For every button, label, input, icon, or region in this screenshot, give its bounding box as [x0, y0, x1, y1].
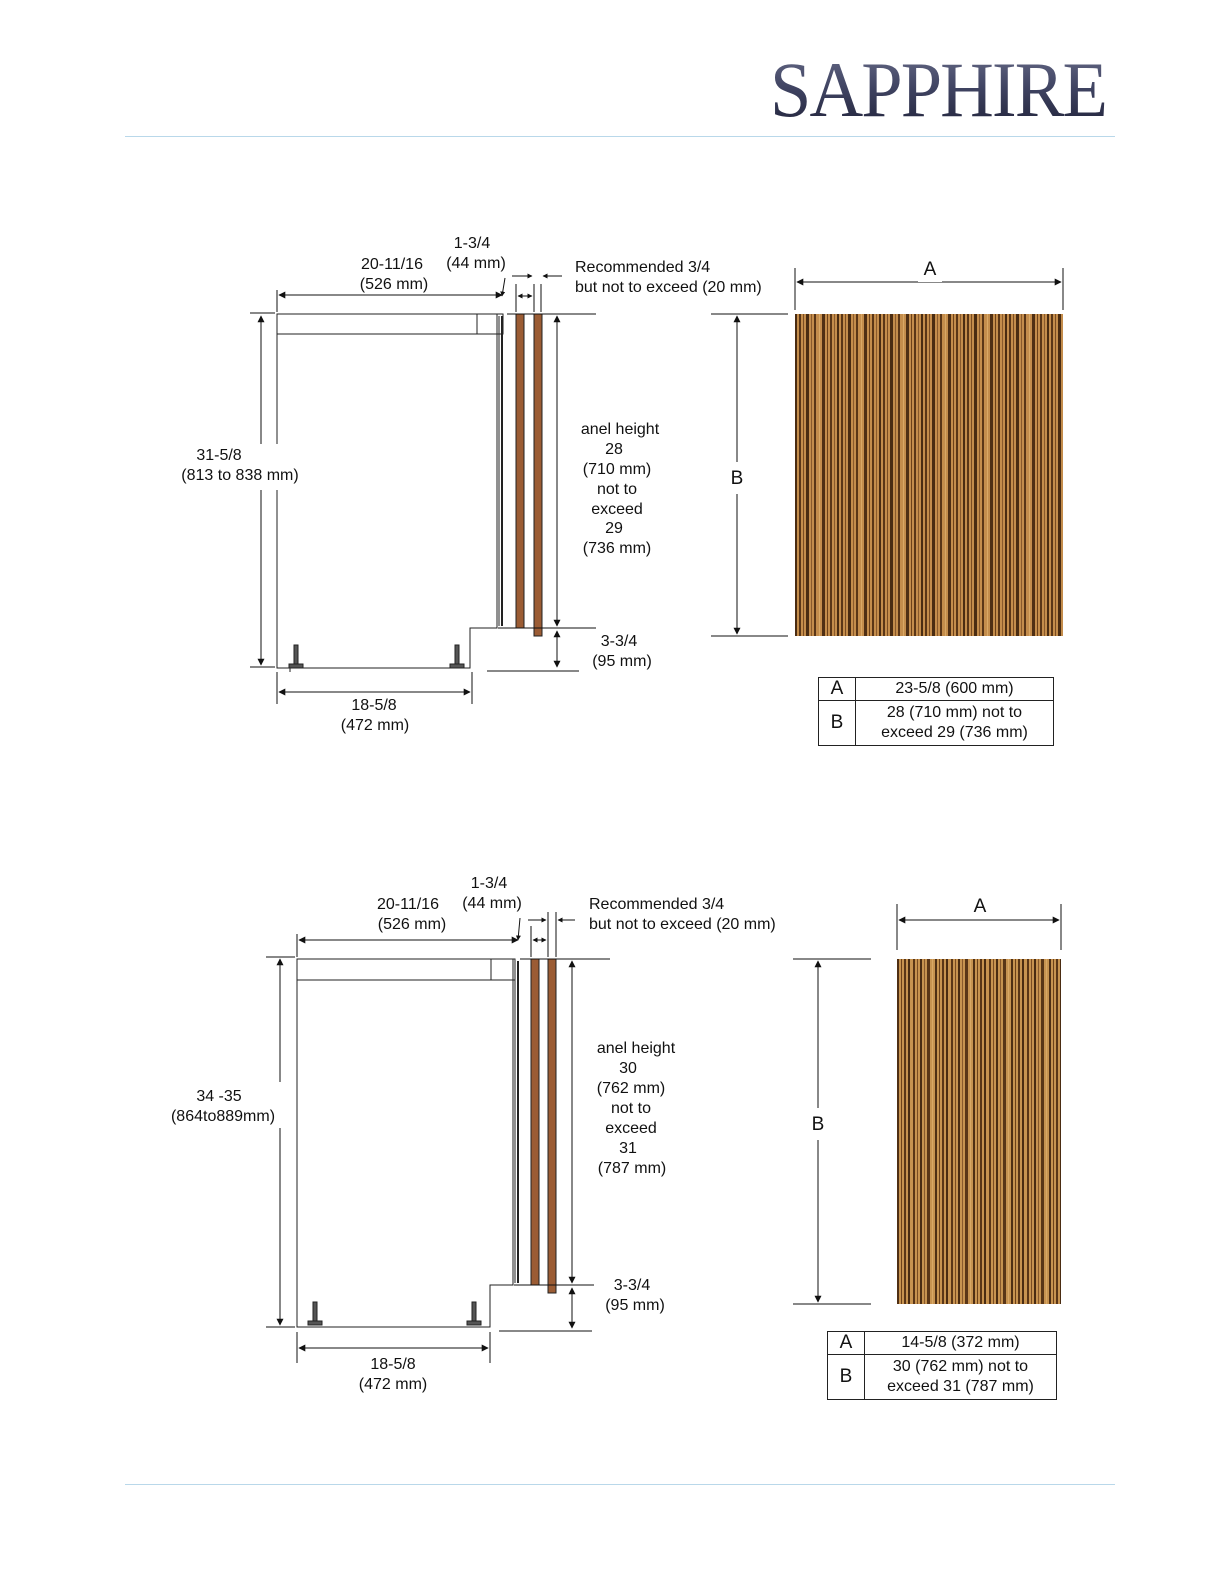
- sapphire-logo: [770, 46, 1110, 136]
- panel-width-key: A: [923, 259, 937, 280]
- cabinet-side-view: [277, 314, 503, 672]
- panel-height-line-6: 29: [605, 520, 623, 537]
- overall-height-mm: (864to889mm): [170, 1108, 276, 1125]
- toe-kick-mm: (95 mm): [592, 653, 652, 670]
- gap-label-line2: but not to exceed (20 mm): [589, 916, 776, 933]
- gap-label-line2: but not to exceed (20 mm): [575, 279, 762, 296]
- depth-label: 20-11/16: [377, 896, 439, 913]
- overall-height-label: 31-5/8: [196, 447, 242, 464]
- logo-text: SAPPHIRE: [770, 46, 1106, 133]
- footer-rule: [125, 1484, 1115, 1485]
- depth-label: 20-11/16: [361, 256, 423, 273]
- panel-height-key: B: [811, 1114, 825, 1135]
- spec-row-a: [819, 678, 1054, 701]
- panel-height-key: B: [730, 468, 744, 489]
- door-thickness-label: 1-3/4: [470, 875, 508, 892]
- dimension-labels: [166, 875, 776, 1393]
- spec-key: A: [819, 678, 856, 701]
- door-thickness-label: 1-3/4: [453, 235, 491, 252]
- door-thickness-mm: (44 mm): [462, 895, 522, 912]
- wood-panel: [897, 959, 1061, 1304]
- spec-value-line-2: exceed 31 (787 mm): [887, 1378, 1034, 1395]
- panel-height-line-5: exceed: [605, 1120, 657, 1137]
- base-depth-label: 18-5/8: [351, 697, 397, 714]
- spec-value: 23-5/8 (600 mm): [856, 678, 1054, 701]
- panel-height-line-2: 30: [619, 1060, 637, 1077]
- toe-kick-label: 3-3/4: [613, 1277, 651, 1294]
- spec-value-line-2: exceed 29 (736 mm): [881, 724, 1028, 741]
- panel-height-line-7: (736 mm): [582, 540, 652, 557]
- depth-mm: (526 mm): [377, 916, 447, 933]
- cabinet-side-view: [297, 959, 518, 1327]
- panel-height-line-7: (787 mm): [597, 1160, 667, 1177]
- overall-height-label: 34 -35: [196, 1088, 242, 1105]
- panel-height-line-4: not to: [596, 481, 638, 498]
- panel-height-line-3: (762 mm): [596, 1080, 666, 1097]
- spec-value: [865, 1355, 1057, 1400]
- spec-key: B: [819, 701, 856, 746]
- panel-height-line-4: not to: [610, 1100, 652, 1117]
- spec-value: 14-5/8 (372 mm): [865, 1332, 1057, 1355]
- panel-height-line-1: anel height: [580, 421, 660, 438]
- panel-height-line-6: 31: [619, 1140, 637, 1157]
- spec-value-line-1: 28 (710 mm) not to: [886, 704, 1023, 721]
- gap-label-line1: Recommended 3/4: [575, 259, 711, 276]
- dimension-labels: [175, 235, 762, 734]
- panel-height-line-1: anel height: [596, 1040, 676, 1057]
- wood-panel-view: [793, 894, 1061, 1304]
- panel-height-line-5: exceed: [591, 501, 643, 518]
- spec-row-b: [819, 701, 1054, 746]
- toe-kick-mm: (95 mm): [605, 1297, 665, 1314]
- door-panels: [516, 314, 542, 636]
- spec-table-2: [827, 1331, 1057, 1400]
- base-depth-mm: (472 mm): [358, 1376, 428, 1393]
- overall-height-mm: (813 to 838 mm): [181, 467, 299, 484]
- door-panels: [531, 959, 556, 1293]
- gap-label-line1: Recommended 3/4: [589, 896, 725, 913]
- spec-key: B: [828, 1355, 865, 1400]
- spec-key: A: [828, 1332, 865, 1355]
- door-thickness-mm: (44 mm): [446, 255, 506, 272]
- spec-row-a: [828, 1332, 1057, 1355]
- header-rule: [125, 136, 1115, 137]
- wood-panel-view: [711, 259, 1063, 636]
- depth-mm: (526 mm): [359, 276, 429, 293]
- spec-value-line-1: 30 (762 mm) not to: [892, 1358, 1029, 1375]
- spec-value: [856, 701, 1054, 746]
- panel-height-line-2: 28: [605, 441, 623, 458]
- toe-kick-label: 3-3/4: [600, 633, 638, 650]
- spec-table-1: [818, 677, 1054, 746]
- panel-height-line-3: (710 mm): [582, 461, 652, 478]
- wood-panel: [795, 314, 1063, 636]
- panel-width-key: A: [973, 896, 987, 917]
- spec-row-b: [828, 1355, 1057, 1400]
- base-depth-mm: (472 mm): [340, 717, 410, 734]
- base-depth-label: 18-5/8: [370, 1356, 416, 1373]
